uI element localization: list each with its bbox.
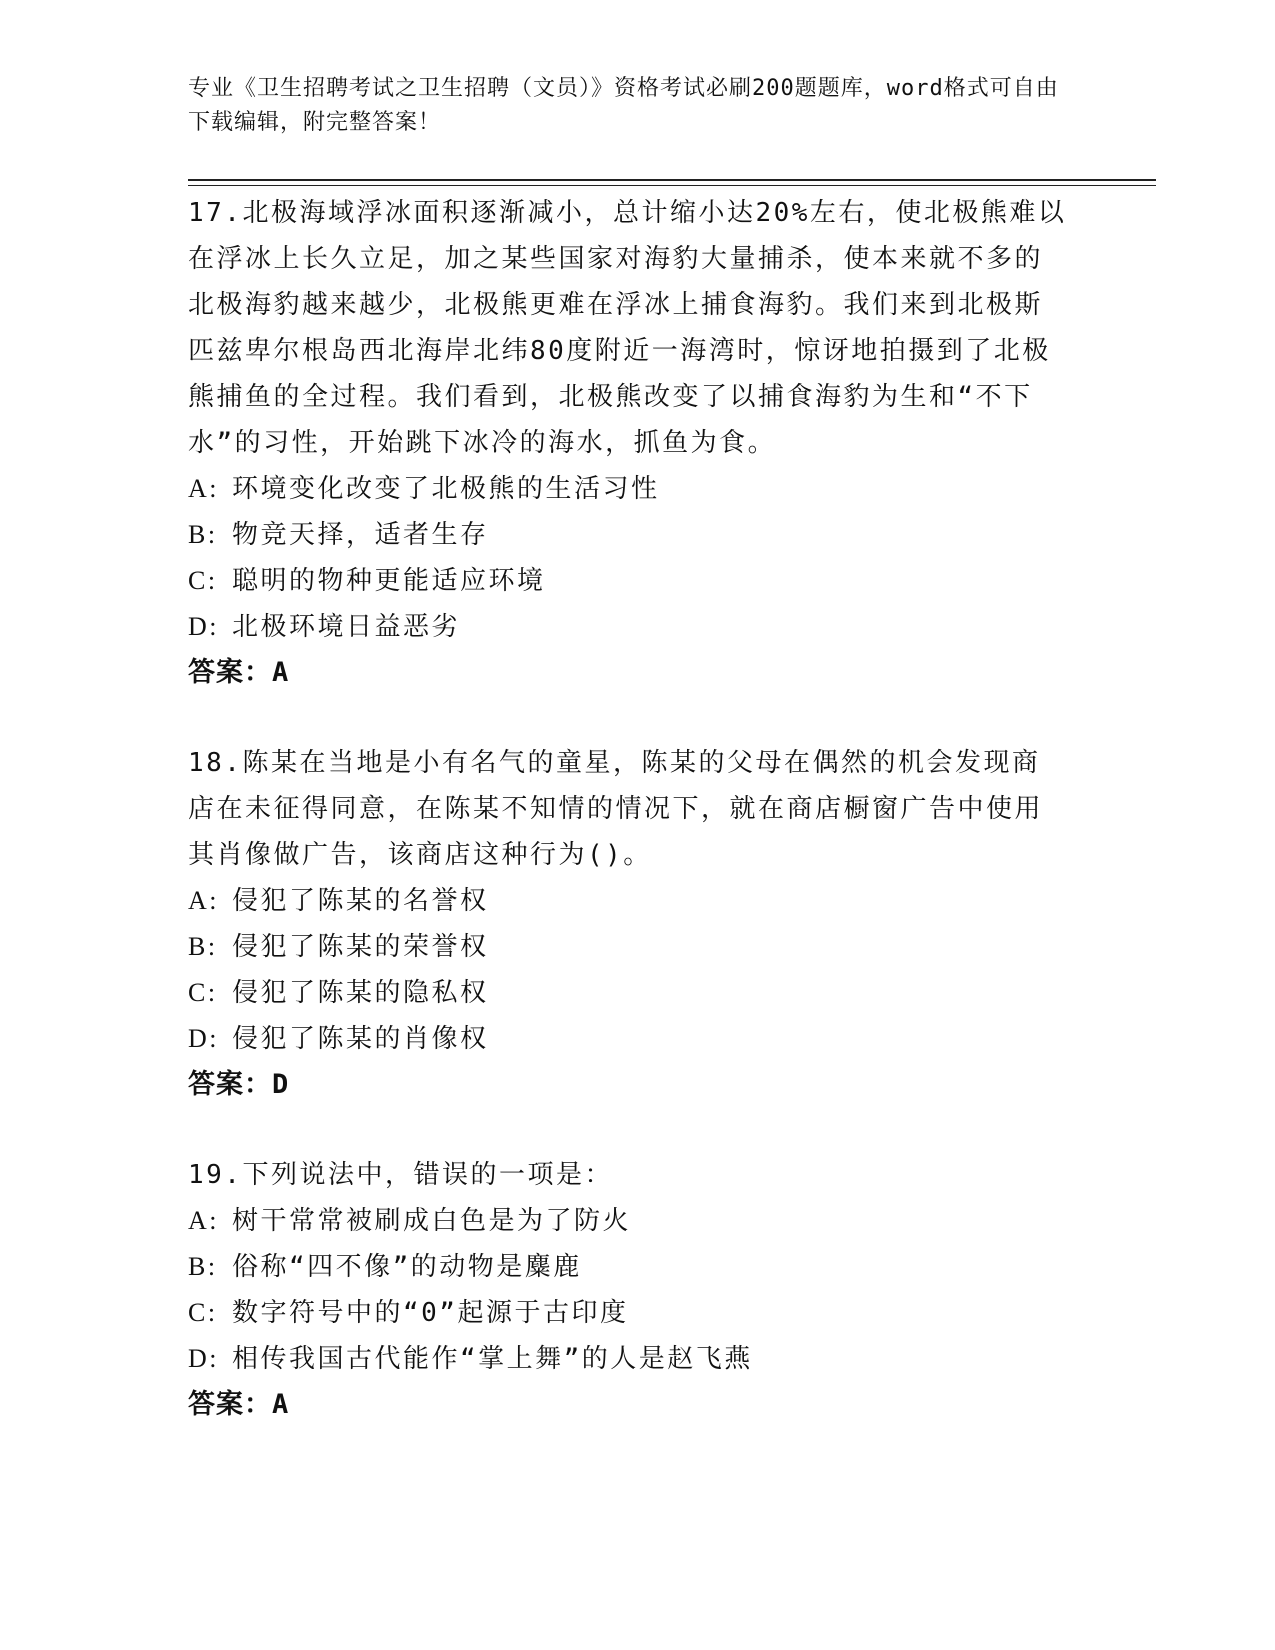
option-letter: D:: [188, 612, 219, 641]
header-divider-thick: [188, 179, 1156, 181]
question-19: [188, 1152, 1068, 1428]
option-letter: B:: [188, 520, 218, 549]
option-text: 树干常常被刷成白色是为了防火: [232, 1206, 632, 1236]
option-text: 侵犯了陈某的名誉权: [232, 886, 489, 916]
option-letter: D:: [188, 1024, 219, 1053]
option-a: [188, 1198, 1068, 1244]
question-stem: 18.陈某在当地是小有名气的童星，陈某的父母在偶然的机会发现商店在未征得同意，在陈某不知情的情况下，就在商店橱窗广告中使用其肖像做广告，该商店这种行为()。: [188, 748, 1044, 870]
option-letter: A:: [188, 886, 219, 915]
question-stem: 19.下列说法中，错误的一项是：: [188, 1160, 613, 1190]
question-stem: 17.北极海域浮冰面积逐渐减小，总计缩小达20%左右，使北极熊难以在浮冰上长久立足，加之某些国家对海豹大量捕杀，使本来就不多的北极海豹越来越少，北极熊更难在浮冰上捕食海豹。我们来到北极斯匹兹卑尔根岛西北海岸北纬80度附近一海湾时，惊讶地拍摄到了北极熊捕鱼的全过程。我们看到，北极熊改变了以捕食海豹为生和“不下水”的习性，开始跳下冰冷的海水，抓鱼为食。: [188, 198, 1067, 458]
option-text: 侵犯了陈某的隐私权: [232, 978, 489, 1008]
option-text: 相传我国古代能作“掌上舞”的人是赵飞燕: [232, 1344, 753, 1374]
question-18: [188, 740, 1068, 1108]
header-divider-thin: [188, 185, 1156, 186]
option-d: [188, 604, 1068, 650]
option-letter: B:: [188, 1252, 218, 1281]
option-text: 聪明的物种更能适应环境: [232, 566, 546, 596]
option-d: [188, 1016, 1068, 1062]
option-text: 北极环境日益恶劣: [232, 612, 461, 642]
option-b: [188, 1244, 1068, 1290]
option-letter: C:: [188, 978, 218, 1007]
option-d: [188, 1336, 1068, 1382]
option-c: [188, 558, 1068, 604]
option-text: 数字符号中的“0”起源于古印度: [232, 1298, 629, 1328]
option-c: [188, 970, 1068, 1016]
option-text: 环境变化改变了北极熊的生活习性: [232, 474, 660, 504]
answer-label: 答案：A: [188, 657, 290, 688]
option-text: 侵犯了陈某的肖像权: [232, 1024, 489, 1054]
option-c: [188, 1290, 1068, 1336]
option-letter: C:: [188, 566, 218, 595]
question-17: [188, 190, 1068, 696]
option-text: 物竞天择，适者生存: [232, 520, 489, 550]
option-a: [188, 466, 1068, 512]
option-a: [188, 878, 1068, 924]
question-list: [188, 190, 1068, 1472]
option-letter: B:: [188, 932, 218, 961]
answer-label: 答案：A: [188, 1389, 290, 1420]
option-letter: D:: [188, 1344, 219, 1373]
option-b: [188, 924, 1068, 970]
option-letter: A:: [188, 474, 219, 503]
option-letter: A:: [188, 1206, 219, 1235]
option-text: 俗称“四不像”的动物是麋鹿: [232, 1252, 582, 1282]
answer-label: 答案：D: [188, 1069, 290, 1100]
option-letter: C:: [188, 1298, 218, 1327]
option-b: [188, 512, 1068, 558]
document-header: 专业《卫生招聘考试之卫生招聘（文员）》资格考试必刷200题题库，word格式可自由下载编辑，附完整答案！: [188, 76, 1059, 135]
option-text: 侵犯了陈某的荣誉权: [232, 932, 489, 962]
